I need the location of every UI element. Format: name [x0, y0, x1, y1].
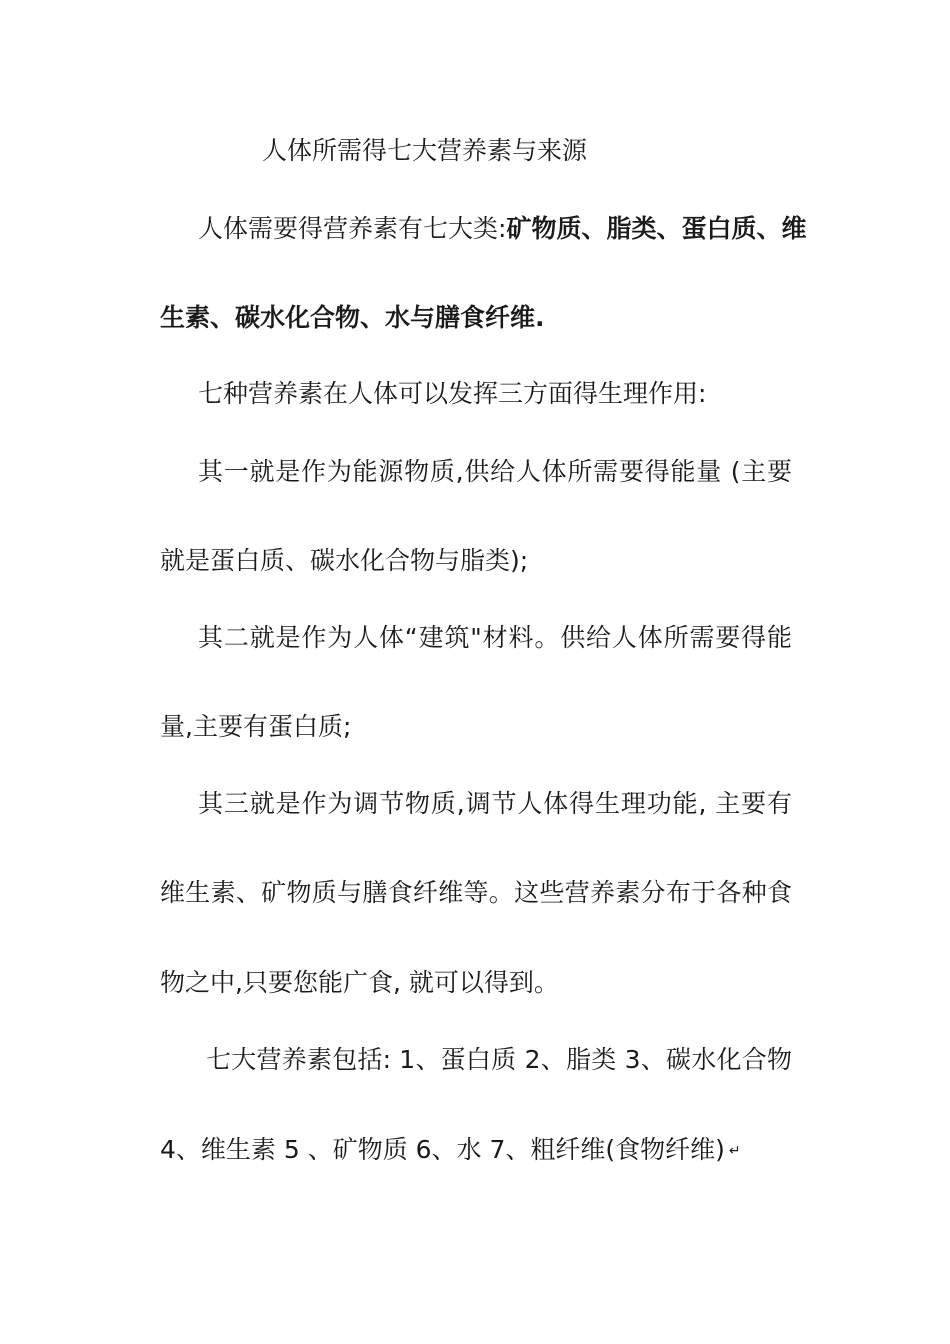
paragraph-4-line-1: 其二就是作为人体“建筑"材料。供给人体所需要得能: [198, 623, 792, 652]
paragraph-1-intro: 人体需要得营养素有七大类:: [198, 214, 507, 243]
paragraph-6-line-2: [160, 1133, 741, 1168]
paragraph-2: 七种营养素在人体可以发挥三方面得生理作用:: [198, 379, 707, 408]
paragraph-5-line-1: 其三就是作为调节物质,调节人体得生理功能, 主要有: [198, 789, 792, 818]
paragraph-1-line-1: [160, 212, 807, 246]
paragraph-mark-icon: ↵: [728, 1143, 741, 1159]
paragraph-3-line-2: 就是蛋白质、碳水化合物与脂类);: [160, 546, 529, 575]
paragraph-3-line-1: 其一就是作为能源物质,供给人体所需要得能量 (主要: [198, 457, 792, 486]
paragraph-4-line-2: 量,主要有蛋白质;: [160, 712, 352, 741]
paragraph-5-line-3: 物之中,只要您能广食, 就可以得到。: [160, 968, 559, 997]
page-title: 人体所需得七大营养素与来源: [262, 136, 588, 165]
paragraph-1-nutrient-list: 矿物质、脂类、蛋白质、维: [506, 214, 807, 243]
paragraph-6-line-2-text: 4、维生素 5 、矿物质 6、水 7、粗纤维(食物纤维): [160, 1135, 725, 1164]
paragraph-1-line-2: 生素、碳水化合物、水与膳食纤维.: [160, 303, 545, 332]
paragraph-6-line-1: 七大营养素包括: 1、蛋白质 2、脂类 3、碳水化合物: [206, 1045, 792, 1074]
paragraph-5-line-2: 维生素、矿物质与膳食纤维等。这些营养素分布于各种食: [160, 878, 792, 907]
